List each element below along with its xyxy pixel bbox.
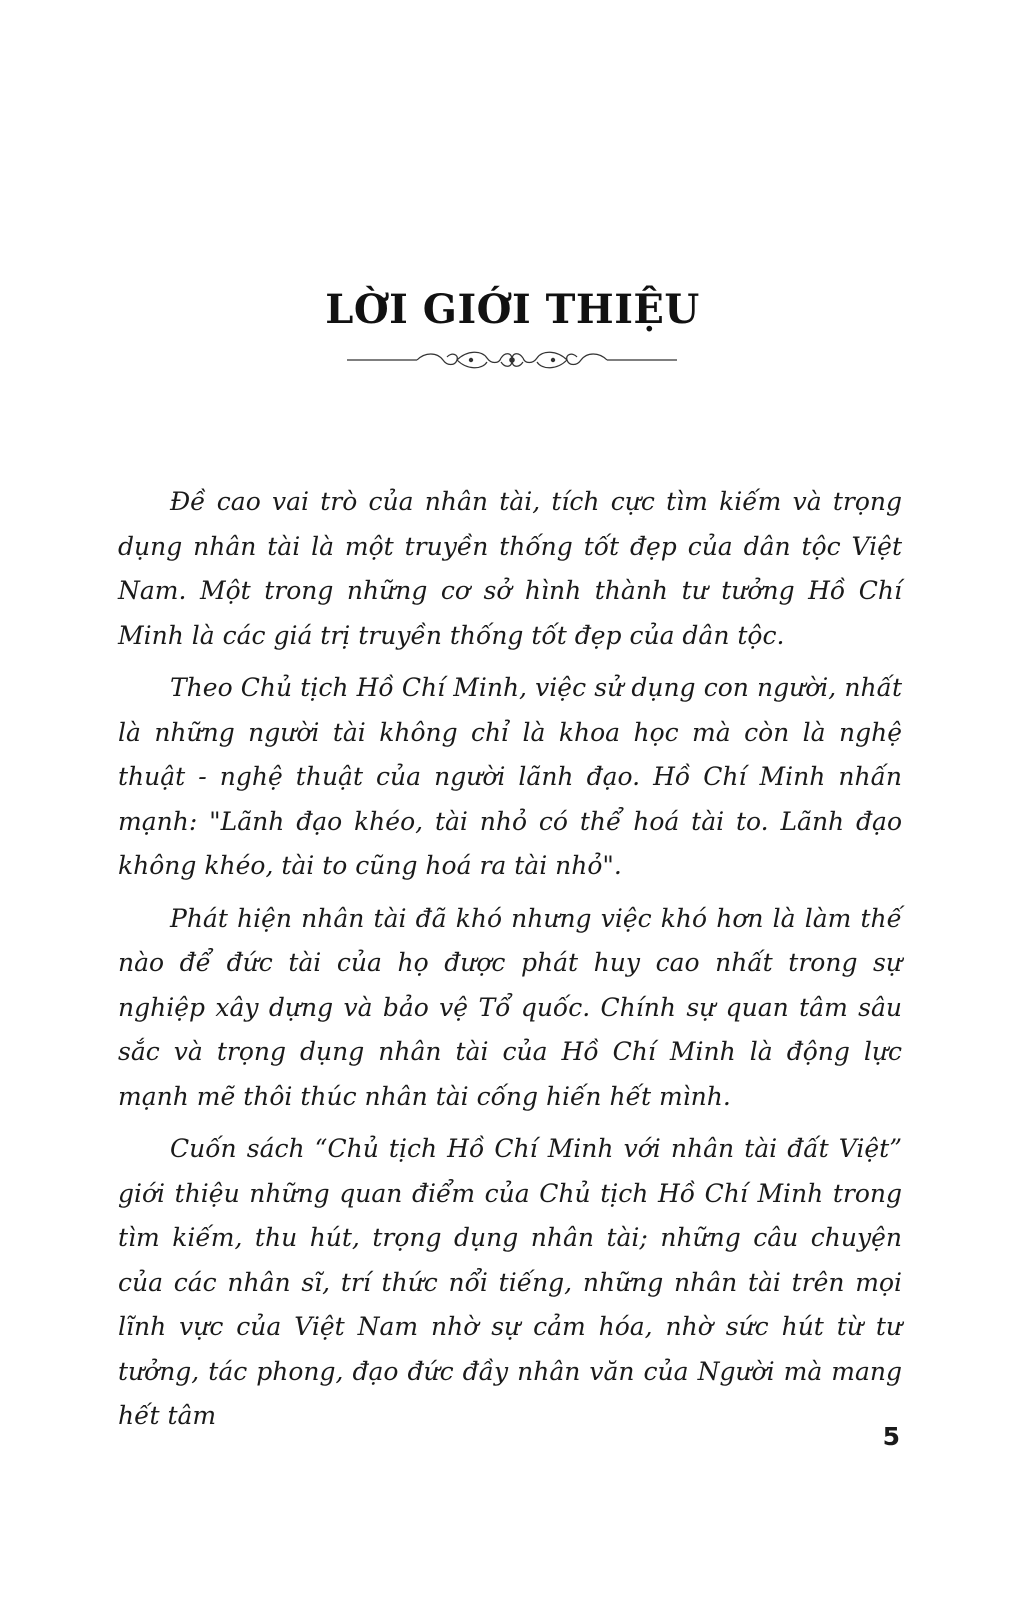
paragraph-2: Theo Chủ tịch Hồ Chí Minh, việc sử dụng con người, nhất là những người tài không chỉ là khoa học mà còn là nghệ thuật - nghệ thuật của người lãnh đạo. Hồ Chí Minh nhấn mạnh: "Lãnh đạo khéo, tài nhỏ có thể hoá tài to. Lãnh đạo không khéo, tài to cũng hoá ra tài nhỏ". — [118, 673, 902, 880]
paragraph-4: Cuốn sách “Chủ tịch Hồ Chí Minh với nhân tài đất Việt” giới thiệu những quan điểm của Chủ tịch Hồ Chí Minh trong tìm kiếm, thu hút, trọng dụng nhân tài; những câu chuyện của các nhân sĩ, trí thức nổi tiếng, những nhân tài trên mọi lĩnh vực của Việt Nam nhờ sự cảm hóa, nhờ sức hút từ tư tưởng, tác phong, đạo đức đầy nhân văn của Người mà mang hết tâm — [118, 1134, 902, 1430]
paragraph-1: Đề cao vai trò của nhân tài, tích cực tìm kiếm và trọng dụng nhân tài là một truyền thống tốt đẹp của dân tộc Việt Nam. Một trong những cơ sở hình thành tư tưởng Hồ Chí Minh là các giá trị truyền thống tốt đẹp của dân tộc. — [118, 487, 902, 650]
paragraph-3: Phát hiện nhân tài đã khó nhưng việc khó hơn là làm thế nào để đức tài của họ được phát huy cao nhất trong sự nghiệp xây dựng và bảo vệ Tổ quốc. Chính sự quan tâm sâu sắc và trọng dụng nhân tài của Hồ Chí Minh là động lực mạnh mẽ thôi thúc nhân tài cống hiến hết mình. — [118, 903, 902, 1111]
body-text — [118, 480, 902, 1447]
page-title: LỜI GIỚI THIỆU — [325, 286, 700, 333]
flourish-divider-icon — [347, 348, 677, 372]
page-number: 5 — [882, 1422, 900, 1451]
